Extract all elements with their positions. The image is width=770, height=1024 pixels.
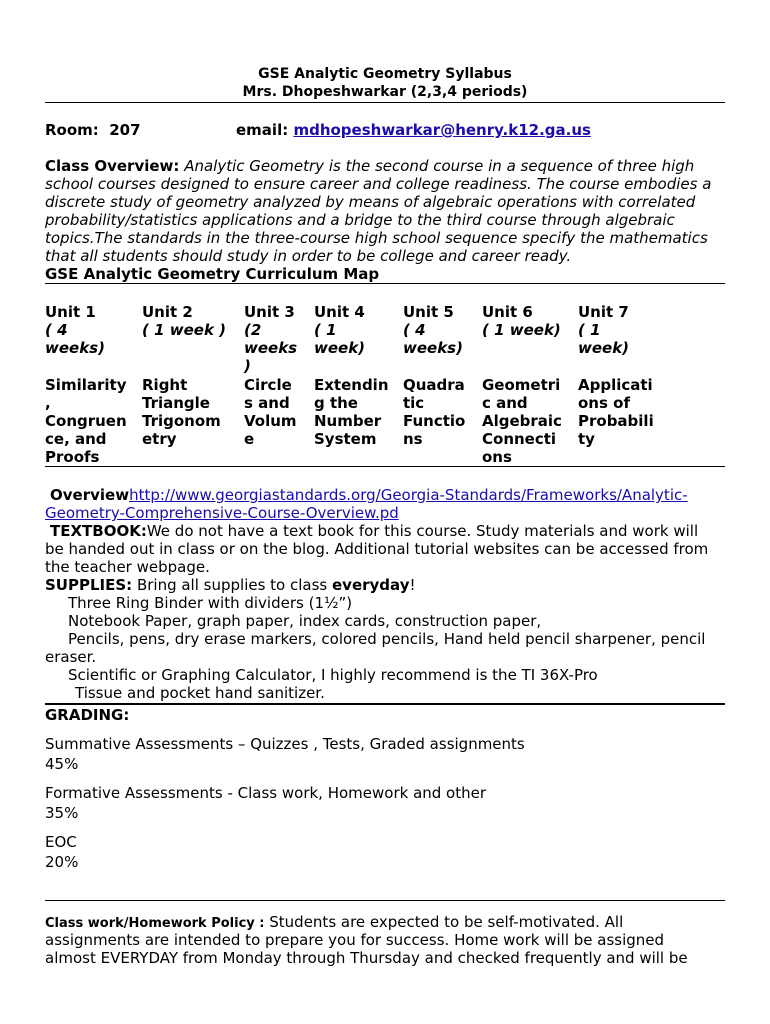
curriculum-title: GSE Analytic Geometry Curriculum Map <box>45 265 380 283</box>
grading-item-weight: 45% <box>45 755 79 773</box>
overview-line-4: probability/statistics applications and a bridge to the third course through algebraic <box>45 211 675 229</box>
unit-topic: Volum <box>244 412 297 430</box>
unit-topic: Connecti <box>482 430 557 448</box>
unit-topic: tic <box>403 394 425 412</box>
unit-duration: ( 4 <box>45 321 68 339</box>
unit-duration: week) <box>314 339 366 357</box>
unit-topic: ty <box>578 430 595 448</box>
supply-item-continued: eraser. <box>45 648 97 666</box>
unit-duration: ( 1 <box>578 321 601 339</box>
grading-item-weight: 35% <box>45 804 79 822</box>
unit-name: Unit 1 <box>45 303 96 321</box>
overview-link-label: Overview <box>50 486 130 504</box>
overview-label: Class Overview: <box>45 157 180 175</box>
unit-topic: Algebraic <box>482 412 562 430</box>
unit-duration: ( 1 <box>314 321 337 339</box>
overview-line-3: discrete study of geometry analyzed by means of algebraic operations with correlated <box>45 193 696 211</box>
textbook-label: TEXTBOOK: <box>50 522 147 540</box>
email-label: email: <box>236 121 289 139</box>
unit-topic: Geometri <box>482 376 561 394</box>
unit-topic: ons <box>482 448 512 466</box>
email-link[interactable]: mdhopeshwarkar@henry.k12.ga.us <box>293 121 591 139</box>
unit-name: Unit 2 <box>142 303 193 321</box>
unit-topic: Extendin <box>314 376 389 394</box>
header-rule <box>45 102 725 103</box>
overview-url-part-2[interactable]: Geometry-Comprehensive-Course-Overview.pd <box>45 504 399 522</box>
grading-item-name: Formative Assessments - Class work, Homework and other <box>45 784 487 802</box>
unit-duration: ( 1 week) <box>482 321 561 339</box>
unit-duration: weeks) <box>45 339 105 357</box>
email-info <box>236 121 591 139</box>
unit-topic: etry <box>142 430 177 448</box>
unit-duration: (2 <box>244 321 262 339</box>
unit-duration: weeks <box>244 339 298 357</box>
policy-label: Class work/Homework Policy : <box>45 916 265 931</box>
unit-topic: Functio <box>403 412 466 430</box>
textbook-line-1: TEXTBOOK:We do not have a text book for this course. Study materials and work will <box>50 522 699 540</box>
unit-topic: Congruen <box>45 412 127 430</box>
unit-topic: Proofs <box>45 448 100 466</box>
unit-topic: System <box>314 430 377 448</box>
unit-name: Unit 4 <box>314 303 365 321</box>
unit-topic: g the <box>314 394 358 412</box>
curriculum-bottom-rule <box>45 466 725 467</box>
unit-topic: e <box>244 430 255 448</box>
unit-topic: Triangle <box>142 394 210 412</box>
document-title: GSE Analytic Geometry Syllabus <box>258 66 512 82</box>
unit-duration: ( 4 <box>403 321 426 339</box>
unit-topic: Number <box>314 412 382 430</box>
overview-url-part-1[interactable]: http://www.georgiastandards.org/Georgia-Standards/Frameworks/Analytic- <box>129 486 688 504</box>
supply-item: Tissue and pocket hand sanitizer. <box>75 684 325 702</box>
textbook-line-3: the teacher webpage. <box>45 558 210 576</box>
overview-line-1: Class Overview: Analytic Geometry is the second course in a sequence of three high <box>45 157 695 175</box>
unit-duration: ) <box>244 357 251 375</box>
overview-line-2: school courses designed to ensure career and college readiness. The course embodies a <box>45 175 712 193</box>
unit-topic: s and <box>244 394 290 412</box>
policy-top-rule <box>45 900 725 901</box>
unit-topic: Right <box>142 376 188 394</box>
unit-name: Unit 3 <box>244 303 295 321</box>
unit-topic: c and <box>482 394 528 412</box>
grading-label: GRADING: <box>45 706 130 724</box>
unit-duration: ( 1 week ) <box>142 321 226 339</box>
supplies-label: SUPPLIES: <box>45 576 133 594</box>
room-label: Room: <box>45 121 99 139</box>
overview-link-line-1 <box>50 486 688 504</box>
overview-line-5: topics.The standards in the three-course high school sequence specify the mathematics <box>45 229 708 247</box>
unit-topic: ns <box>403 430 423 448</box>
unit-duration: week) <box>578 339 630 357</box>
grading-item-name: EOC <box>45 833 77 851</box>
unit-name: Unit 5 <box>403 303 454 321</box>
unit-duration: weeks) <box>403 339 463 357</box>
policy-line-2: assignments are intended to prepare you for success. Home work will be assigned <box>45 931 665 949</box>
textbook-line-2: be handed out in class or on the blog. Additional tutorial websites can be accessed from <box>45 540 709 558</box>
grading-item-weight: 20% <box>45 853 79 871</box>
unit-topic: Trigonom <box>142 412 221 430</box>
supply-item: Notebook Paper, graph paper, index cards, construction paper, <box>68 612 542 630</box>
policy-line-1: Class work/Homework Policy : Students are expected to be self-motivated. All <box>45 913 624 931</box>
grading-top-rule <box>45 703 725 705</box>
teacher-name: Mrs. Dhopeshwarkar (2,3,4 periods) <box>242 84 528 100</box>
unit-topic: ons of <box>578 394 630 412</box>
grading-item-name: Summative Assessments – Quizzes , Tests, Graded assignments <box>45 735 525 753</box>
supply-item: Scientific or Graphing Calculator, I highly recommend is the TI 36X-Pro <box>68 666 598 684</box>
unit-topic: Probabili <box>578 412 654 430</box>
unit-name: Unit 6 <box>482 303 533 321</box>
unit-topic: , <box>45 394 51 412</box>
unit-topic: Similarity <box>45 376 127 394</box>
supply-item: Pencils, pens, dry erase markers, colored pencils, Hand held pencil sharpener, pencil <box>68 630 706 648</box>
policy-line-3: almost EVERYDAY from Monday through Thursday and checked frequently and will be <box>45 949 688 967</box>
unit-topic: Circle <box>244 376 292 394</box>
unit-name: Unit 7 <box>578 303 629 321</box>
unit-topic: Applicati <box>578 376 653 394</box>
unit-topic: Quadra <box>403 376 465 394</box>
curriculum-top-rule <box>45 283 725 284</box>
supplies-heading: SUPPLIES: Bring all supplies to class everyday! <box>45 576 416 594</box>
room-info <box>45 121 141 139</box>
room-value: 207 <box>109 121 141 139</box>
unit-topic: ce, and <box>45 430 107 448</box>
supplies-emphasis: everyday <box>332 576 410 594</box>
overview-line-6: that all students should study in order to be college and career ready. <box>45 247 572 265</box>
supply-item: Three Ring Binder with dividers (1½”) <box>68 594 353 612</box>
